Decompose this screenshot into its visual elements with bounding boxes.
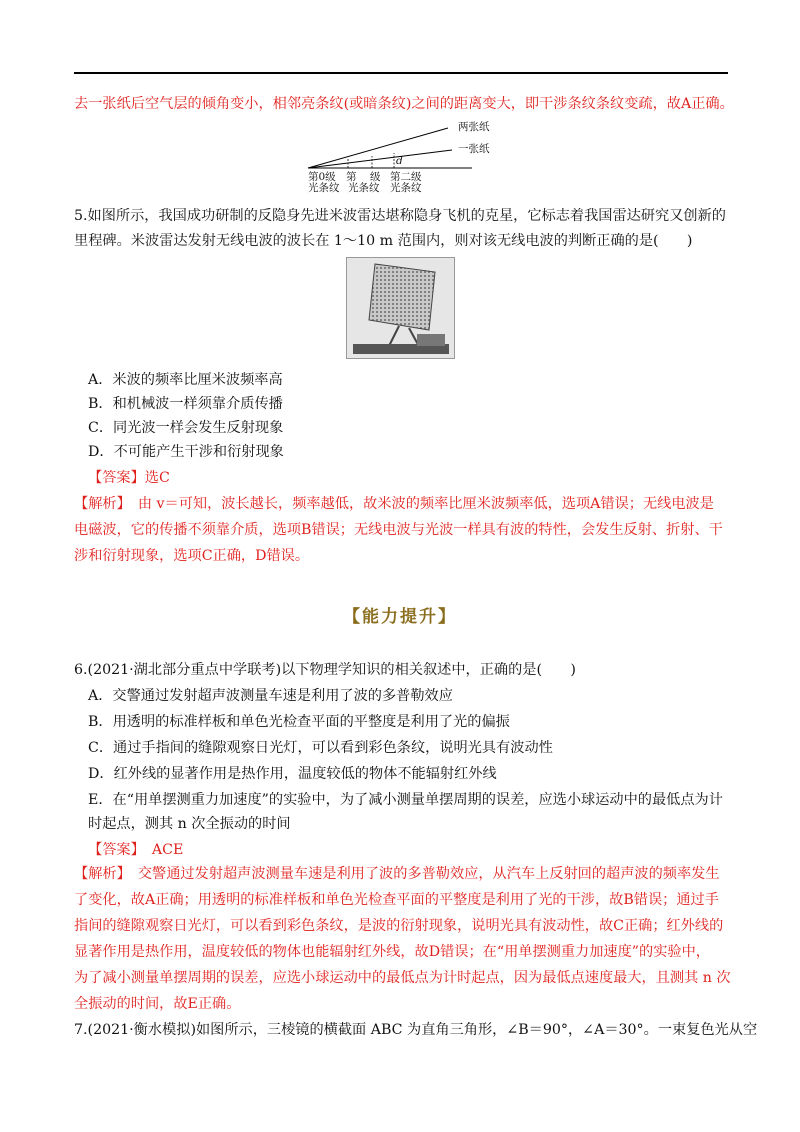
label-fringe1: 光条纹: [348, 182, 380, 194]
q6-stem: 6.(2021·湖北部分重点中学联考)以下物理学知识的相关叙述中，正确的是( ): [74, 662, 576, 678]
label-fringe0: 光条纹: [308, 182, 340, 194]
q5-option-d: D．不可能产生干涉和衍射现象: [88, 444, 284, 460]
q5-stem-line1: 5.如图所示，我国成功研制的反隐身先进米波雷达堪称隐身飞机的克星，它标志着我国雷达研究又创新的: [74, 208, 726, 224]
q5-option-c: C．同光波一样会发生反射现象: [88, 420, 284, 436]
label-order0: 第0级: [308, 171, 336, 183]
q6-analysis-line6: 全振动的时间，故E正确。: [74, 996, 241, 1012]
q6-analysis-line2: 了变化，故A正确；用透明的标准样板和单色光检查平面的平整度是利用了光的干涉，故B错误；通过手: [74, 892, 719, 908]
section-title: 【能力提升】: [343, 607, 457, 627]
paper-interference-figure: [290, 116, 520, 196]
q5-answer: 【答案】选C: [88, 470, 170, 486]
q5-stem-line2: 里程碑。米波雷达发射无线电波的波长在 1～10 m 范围内，则对该无线电波的判断正确的是( ): [74, 233, 693, 249]
header-rule: [74, 72, 728, 74]
q5-analysis-line1: 【解析】 由 v＝可知，波长越长，频率越低，故米波的频率比厘米波频率低，选项A错误；无线电波是: [74, 496, 714, 512]
top-explanation: 去一张纸后空气层的倾角变小，相邻亮条纹(或暗条纹)之间的距离变大，即干涉条纹条纹变疏，故A正确。: [74, 96, 734, 112]
radar-photo: [346, 257, 455, 359]
q5-option-b: B．和机械波一样须靠介质传播: [88, 396, 283, 412]
label-two-papers: 两张纸: [458, 121, 490, 133]
q6-option-e: E．在“用单摆测重力加速度”的实验中，为了减小测量单摆周期的误差，应选小球运动中的最低点为计: [88, 792, 723, 808]
q6-option-e-cont: 时起点，测其 n 次全振动的时间: [88, 816, 291, 832]
q6-option-c: C．通过手指间的缝隙观察日光灯，可以看到彩色条纹，说明光具有波动性: [88, 740, 553, 756]
label-order1a: 第: [346, 171, 357, 183]
q6-analysis-line5: 为了减小测量单摆周期的误差，应选小球运动中的最低点为计时起点，因为最低点速度最大，且测其 n 次: [74, 970, 731, 986]
q6-analysis-line1: 【解析】 交警通过发射超声波测量车速是利用了波的多普勒效应，从汽车上反射回的超声波的频率发生: [74, 866, 720, 882]
q6-analysis-line3: 指间的缝隙观察日光灯，可以看到彩色条纹，是波的衍射现象，说明光具有波动性，故C正确；红外线的: [74, 918, 724, 934]
label-fringe2: 光条纹: [390, 182, 422, 194]
q5-analysis-line2: 电磁波，它的传播不须靠介质，选项B错误；无线电波与光波一样具有波的特性，会发生反射、折射、干: [74, 522, 723, 538]
label-one-paper: 一张纸: [458, 143, 490, 155]
label-d: d: [396, 155, 403, 167]
q6-option-d: D．红外线的显著作用是热作用，温度较低的物体不能辐射红外线: [88, 766, 497, 782]
label-order2: 第二级: [390, 171, 422, 183]
q6-answer: 【答案】 ACE: [88, 842, 184, 858]
radar-illustration: [347, 258, 454, 358]
label-order1b: 级: [370, 171, 381, 183]
q5-analysis-line3: 涉和衍射现象，选项C正确，D错误。: [74, 548, 310, 564]
q6-option-a: A．交警通过发射超声波测量车速是利用了波的多普勒效应: [88, 688, 453, 704]
q7-stem-line1: 7.(2021·衡水模拟)如图所示，三棱镜的横截面 ABC 为直角三角形，∠B＝90°，∠A＝30°。一束复色光从空: [74, 1022, 758, 1038]
q5-option-a: A．米波的频率比厘米波频率高: [88, 372, 283, 388]
q6-analysis-line4: 显著作用是热作用，温度较低的物体也能辐射红外线，故D错误；在“用单摆测重力加速度”的实验中，: [74, 944, 710, 960]
q6-option-b: B．用透明的标准样板和单色光检查平面的平整度是利用了光的偏振: [88, 714, 510, 730]
